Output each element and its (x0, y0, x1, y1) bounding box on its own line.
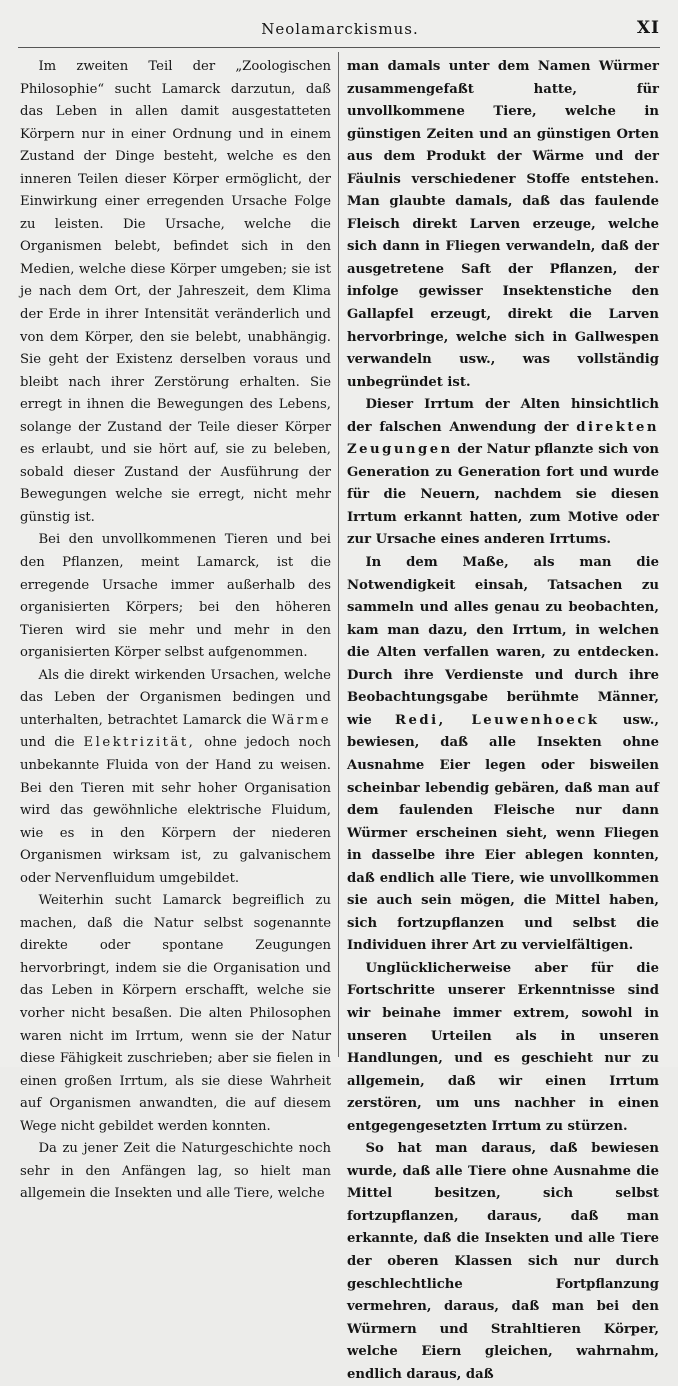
left-column (20, 56, 331, 1202)
running-title: Neolamarckismus. (261, 20, 419, 38)
text-run: Dieser Irrtum der Alten hinsichtlich der falschen Anwendung der (347, 397, 659, 435)
column-divider (338, 52, 339, 1057)
text-run: ohne jedoch noch unbekannte Fluida von der Hand zu weisen. Bei den Tieren mit sehr hoher Organisation wird das gewöhnliche elektrische Fluidum, wie es in den Körpern der niederen Organismen wirksam ist, zu galvanischem oder Nervenfluidum umgebildet. (20, 735, 331, 886)
paragraph: man damals unter dem Namen Würmer zusammengefaßt hatte, für unvollkommene Tiere, welche in günstigen Zeiten und an günstigen Orten aus dem Produkt der Wärme und der Fäulnis verschiedener Stoffe entstehen. Man glaubte damals, daß das faulende Fleisch direkt Larven erzeuge, welche sich dann in Fliegen verwandeln, daß der ausgetretene Saft der Pflanzen, der infolge gewisser Insektenstiche den Gallapfel erzeugt, direkt die Larven hervorbringe, welche sich in Gallwespen verwandeln usw., was vollständig unbegründet ist. (347, 59, 659, 390)
paragraph: Da zu jener Zeit die Naturgeschichte noch sehr in den Anfängen lag, so hielt man allgemein die Insekten und alle Tiere, welche (20, 1141, 331, 1202)
text-run: usw., bewiesen, daß alle Insekten ohne Ausnahme Eier legen oder bisweilen scheinbar lebendig gebären, daß man auf dem faulenden Fleische nur dann Würmer erscheinen sieht, wenn Fliegen in dasselbe ihre Eier ablegen konnten, daß endlich alle Tiere, wie unvollkommen sie auch sein mögen, die Mittel haben, sich fortzupflanzen und selbst die Individuen ihrer Art zu vervielfältigen. (347, 712, 659, 954)
paragraph: Im zweiten Teil der „Zoologischen Philosophie“ sucht Lamarck darzutun, daß das Leben in allen damit ausgestatteten Körpern nur in einer Ordnung und in einem Zustand der Dinge besteht, welche es den inneren Teilen dieser Körper ermöglicht, der Einwirkung einer erregenden Ursache Folge zu leisten. Die Ursache, welche die Organismen belebt, befindet sich in den Medien, welche diese Körper umgeben; sie ist je nach dem Ort, der Jahreszeit, dem Klima der Erde in ihrer Intensität veränderlich und von dem Körper, den sie belebt, unabhängig. Sie geht der Existenz derselben voraus und bleibt nach ihrer Zerstörung erhalten. Sie erregt in ihnen die Bewegungen des Lebens, solange der Zustand der Teile dieser Körper es erlaubt, und sie hört auf, sie zu beleben, sobald dieser Zustand der Ausführung der Bewegungen welche sie erregt, nicht mehr günstig ist. (20, 59, 331, 525)
emphasized-term: direkten Zeugungen (347, 419, 659, 458)
right-column (347, 56, 659, 1382)
paragraph: Bei den unvollkommenen Tieren und bei den Pflanzen, meint Lamarck, ist die erregende Ursache immer außerhalb des organisierten Körpers; bei den höheren Tieren wird sie mehr und mehr in den organisierten Körper selbst aufgenommen. (20, 532, 331, 661)
text-run: der Natur pflanzte sich von Generation zu Generation fort und wurde für die Neuern, nachdem sie diesen Irrtum erkannt hatten, zum Motive oder zur Ursache eines anderen Irrtums. (347, 442, 659, 548)
paragraph: Unglücklicherweise aber für die Fortschritte unserer Erkenntnisse sind wir beinahe immer extrem, sowohl in unseren Urteilen als in unseren Handlungen, und es geschieht nur zu allgemein, daß wir einen Irrtum zerstören, um uns nachher in einen entgegengesetzten Irrtum zu stürzen. (347, 960, 659, 1134)
paragraph: So hat man daraus, daß bewiesen wurde, daß alle Tiere ohne Ausnahme die Mittel besitzen, sich selbst fortzupflanzen, daraus, daß man erkannte, daß die Insekten und alle Tiere der oberen Klassen sich nur durch geschlechtliche Fortpflanzung vermehren, daraus, daß man bei den Würmern und Strahltieren Körper, welche Eiern gleichen, wahrnahm, endlich daraus, daß (347, 1141, 659, 1382)
page-header (20, 16, 660, 42)
header-rule (18, 47, 660, 48)
text-run: In dem Maße, als man die Notwendigkeit einsah, Tatsachen zu sammeln und alles genau zu beobachten, kam man dazu, den Irrtum, in welchen die Alten verfallen waren, zu entdecken. Durch ihre Verdienste und durch ihre Beobachtungsgabe berühmte Männer, wie (347, 555, 659, 728)
text-run: und die (20, 735, 75, 751)
emphasized-term: Elektrizität, (83, 735, 196, 751)
paragraph (347, 552, 659, 958)
paragraph (347, 394, 659, 552)
page-number: XI (636, 18, 660, 38)
paragraph: Weiterhin sucht Lamarck begreiflich zu machen, daß die Natur selbst sogenannte direkte oder spontane Zeugungen hervorbringt, indem sie die Organisation und das Leben in Körpern erschafft, welche sie vorher nicht besaßen. Die alten Philosophen waren nicht im Irrtum, wenn sie der Natur diese Fähigkeit zuschrieben; aber sie fielen in einen großen Irrtum, als sie diese Wahrheit auf Organismen anwandten, die auf diesem Wege nicht gebildet werden konnten. (20, 893, 331, 1134)
paragraph (20, 665, 331, 890)
emphasized-term: Wärme (271, 712, 331, 728)
text-run: Als die direkt wirkenden Ursachen, welche das Leben der Organismen bedingen und unterhalten, betrachtet Lamarck die (20, 667, 331, 728)
emphasized-term: Redi, Leuwenhoeck (395, 712, 600, 728)
